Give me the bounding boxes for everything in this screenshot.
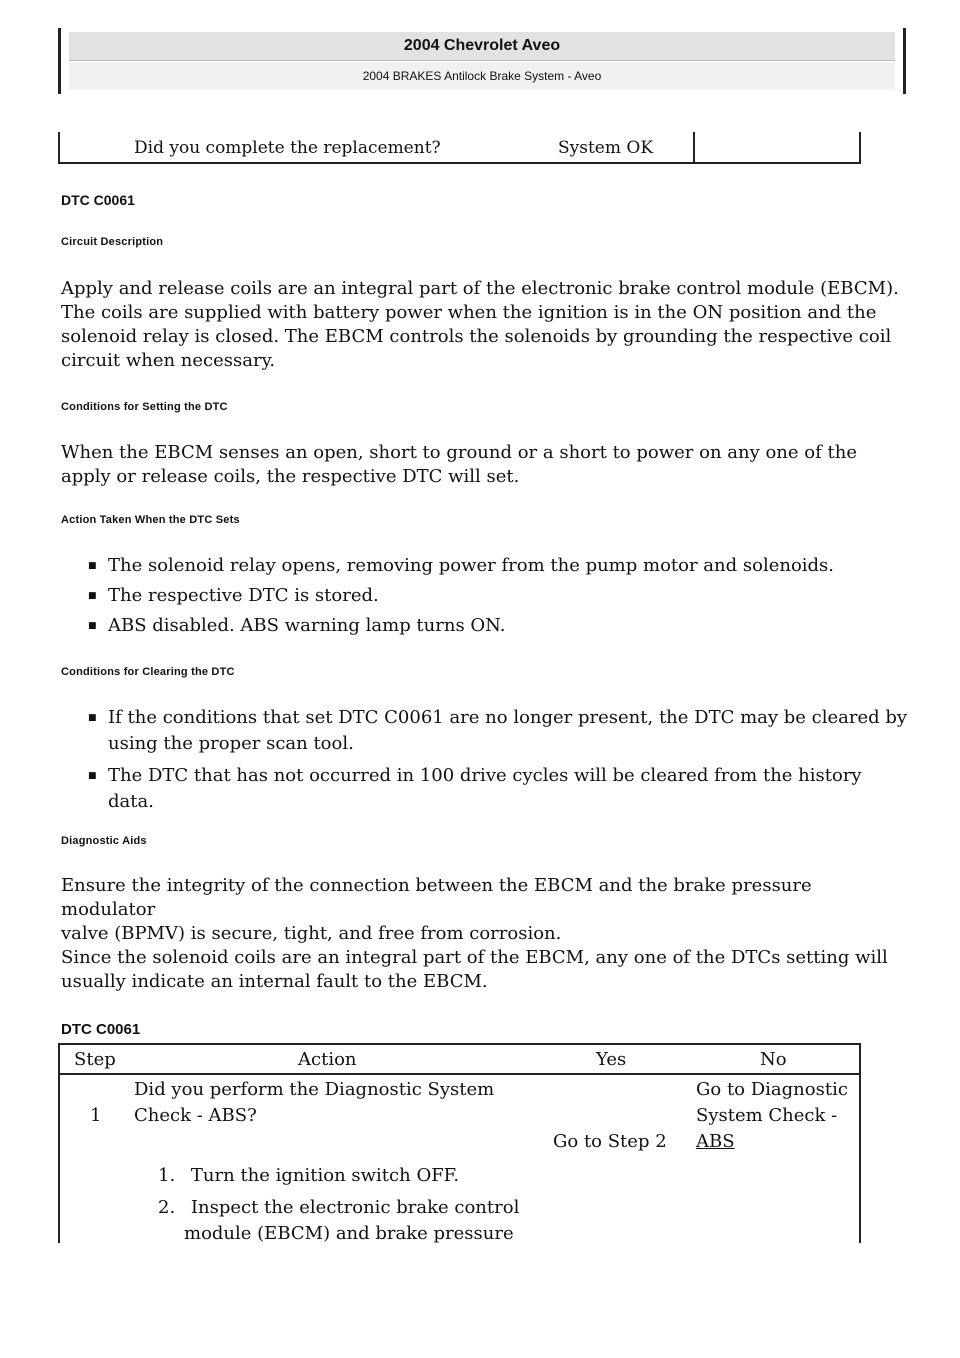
text-line: circuit when necessary.	[61, 350, 276, 371]
header-step: Step	[74, 1049, 116, 1070]
circuit-description-text	[61, 277, 901, 373]
diagnostic-aids-para1	[61, 874, 901, 946]
text-line: Check - ABS?	[134, 1105, 257, 1126]
step-table	[58, 1043, 861, 1243]
item-text: Turn the ignition switch OFF.	[190, 1165, 460, 1186]
step-yes: Go to Step 2	[553, 1131, 667, 1152]
item-number: 2.	[158, 1197, 176, 1218]
step-number: 1	[90, 1105, 102, 1126]
text-line: When the EBCM senses an open, short to ground or a short to power on any one of the	[61, 442, 857, 463]
previous-table-row	[58, 132, 861, 164]
action-taken-list	[88, 553, 908, 639]
text-line: usually indicate an internal fault to the EBCM.	[61, 971, 488, 992]
action-taken-heading: Action Taken When the DTC Sets	[61, 514, 240, 526]
step-table-title: DTC C0061	[61, 1021, 141, 1038]
column-divider	[693, 132, 695, 162]
conditions-clearing-list	[88, 705, 908, 815]
text-line: Did you perform the Diagnostic System	[134, 1079, 495, 1100]
step-row2-item2	[158, 1195, 519, 1247]
text-line: apply or release coils, the respective DTC will set.	[61, 466, 520, 487]
diagnostic-aids-para2	[61, 946, 901, 994]
step-row2-item1	[158, 1163, 459, 1189]
list-item	[88, 763, 908, 815]
circuit-description-heading: Circuit Description	[61, 236, 164, 248]
list-item: ■ The solenoid relay opens, removing power from the pump motor and solenoids.	[88, 553, 908, 579]
conditions-setting-heading: Conditions for Setting the DTC	[61, 401, 228, 413]
text-line: Ensure the integrity of the connection between the EBCM and the brake pressure modulator	[61, 875, 812, 920]
document-header	[58, 28, 906, 94]
list-item-line: ■ The DTC that has not occurred in 100 drive cycles will be cleared from the history	[108, 765, 862, 786]
list-item-line: using the proper scan tool.	[108, 733, 354, 754]
conditions-setting-text	[61, 441, 901, 489]
step-action	[134, 1077, 494, 1129]
prev-row-yes: System OK	[558, 138, 654, 158]
diagnostic-aids-heading: Diagnostic Aids	[61, 835, 147, 847]
text-line: valve (BPMV) is secure, tight, and free from corrosion.	[61, 923, 562, 944]
list-item-line: ■ If the conditions that set DTC C0061 are no longer present, the DTC may be cleared by	[108, 707, 908, 728]
item-text: module (EBCM) and brake pressure	[184, 1223, 514, 1244]
dtc-title: DTC C0061	[61, 192, 135, 208]
text-line: The coils are supplied with battery power when the ignition is in the ON position and the	[61, 302, 877, 323]
header-title: 2004 Chevrolet Aveo	[69, 32, 895, 61]
header-subtitle: 2004 BRAKES Antilock Brake System - Aveo	[69, 62, 895, 90]
text-line: solenoid relay is closed. The EBCM controls the solenoids by grounding the respective coil	[61, 326, 892, 347]
item-number: 1.	[158, 1165, 176, 1186]
conditions-clearing-heading: Conditions for Clearing the DTC	[61, 666, 235, 678]
prev-row-action: Did you complete the replacement?	[134, 138, 441, 158]
list-item: ■ The respective DTC is stored.	[88, 583, 908, 609]
text-line: Since the solenoid coils are an integral part of the EBCM, any one of the DTCs setting will	[61, 947, 888, 968]
abs-link[interactable]: ABS	[696, 1131, 735, 1152]
list-item: ■ ABS disabled. ABS warning lamp turns ON.	[88, 613, 908, 639]
header-no: No	[760, 1049, 787, 1070]
header-yes: Yes	[596, 1049, 627, 1070]
step-no	[696, 1077, 848, 1155]
list-item-line: data.	[108, 791, 154, 812]
header-action: Action	[298, 1049, 357, 1070]
text-line: System Check -	[696, 1105, 838, 1126]
text-line: Apply and release coils are an integral part of the electronic brake control module (EBCM).	[61, 278, 899, 299]
item-text: Inspect the electronic brake control	[190, 1197, 520, 1218]
list-item	[88, 705, 908, 757]
table-header-row	[60, 1045, 859, 1075]
text-line: Go to Diagnostic	[696, 1079, 848, 1100]
